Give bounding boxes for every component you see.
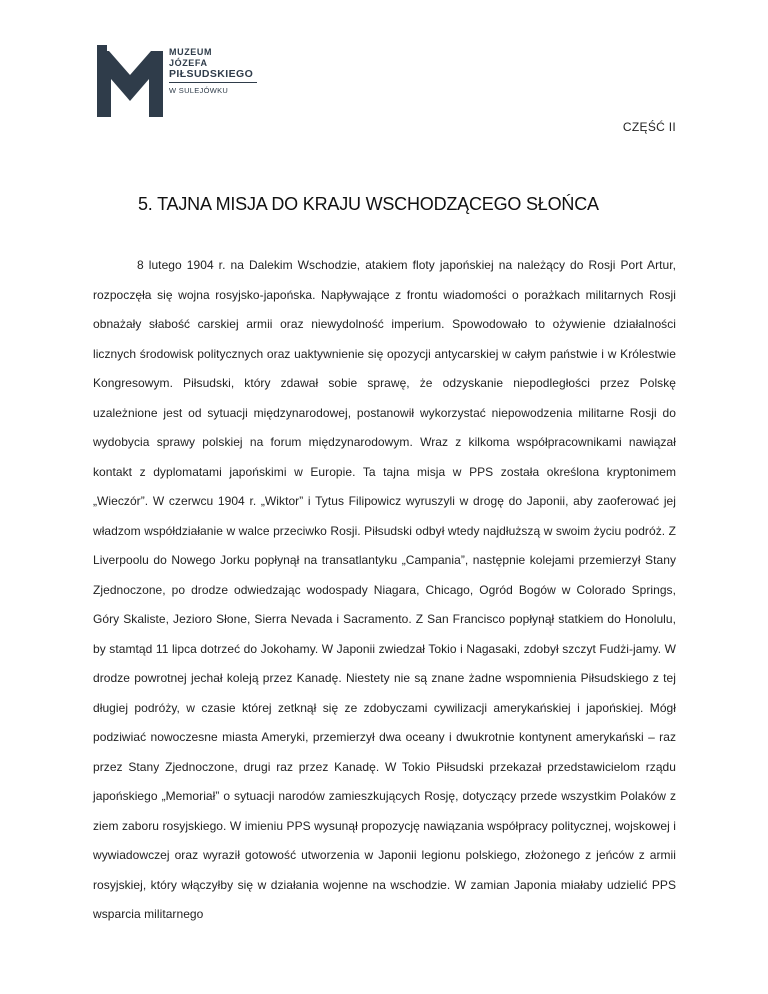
museum-logo-mark-icon [97,45,163,117]
logo-line-3: PIŁSUDSKIEGO [169,68,254,80]
body-paragraph: 8 lutego 1904 r. na Dalekim Wschodzie, atakiem floty japońskiej na należący do Rosji Port Artur, rozpoczęła się wojna rosyjsko-japońska. Napływające z frontu wiadomości o porażkach militarnych Rosji obnażały słabość carskiej armii oraz niewydolność imperium. Spowodowało to ożywienie działalności licznych środowisk politycznych oraz uaktywnienie się opozycji antycarskiej w całym państwie i w Królestwie Kongresowym. Piłsudski, który zdawał sobie sprawę, że odzyskanie niepodległości przez Polskę uzależnione jest od sytuacji międzynarodowej, postanowił wykorzystać niepowodzenia militarne Rosji do wydobycia sprawy polskiej na forum międzynarodowym. Wraz z kilkoma współpracownikami nawiązał kontakt z dyplomatami japońskimi w Europie. Ta tajna misja w PPS została określona kryptonimem „Wieczór”. W czerwcu 1904 r. „Wiktor” i Tytus Filipowicz wyruszyli w drogę do Japonii, aby zaoferować jej władzom współdziałanie w walce przeciwko Rosji. Piłsudski odbył wtedy najdłuższą w swoim życiu podróż. Z Liverpoolu do Nowego Jorku popłynął na transatlantyku „Campania”, następnie kolejami przemierzył Stany Zjednoczone, po drodze odwiedzając wodospady Niagara, Chicago, Ogród Bogów w Colorado Springs, Góry Skaliste, Jezioro Słone, Sierra Nevada i Sacramento. Z San Francisco popłynął statkiem do Honolulu, by stamtąd 11 lipca dotrzeć do Jokohamy. W Japonii zwiedzał Tokio i Nagasaki, zdobył szczyt Fudżi-jamy. W drodze powrotnej jechał koleją przez Kanadę. Niestety nie są znane żadne wspomnienia Piłsudskiego z tej długiej podróży, w czasie której zetknął się ze zdobyczami cywilizacji amerykańskiej i japońskiej. Mógł podziwiać nowoczesne miasta Ameryki, przemierzył dwa oceany i dwukrotnie kontynent amerykański – raz przez Stany Zjednoczone, drugi raz przez Kanadę. W Tokio Piłsudski przekazał przedstawicielom rządu japońskiego „Memoriał” o sytuacji narodów zamieszkujących Rosję, dotyczący przede wszystkim Polaków z ziem zaboru rosyjskiego. W imieniu PPS wysunął propozycję nawiązania współpracy politycznej, wojskowej i wywiadowczej oraz wyraził gotowość utworzenia w Japonii legionu polskiego, złożonego z jeńców z armii rosyjskiej, który włączyłby się w działania wojenne na wschodzie. W zamian Japonia miałaby udzielić PPS wsparcia militarnego [93,258,676,921]
logo-divider [169,82,257,83]
logo-line-1: MUZEUM [169,47,213,57]
logo-line-2: JÓZEFA [169,58,208,68]
museum-logo [97,45,267,117]
museum-logo-text [169,47,257,96]
logo-line-4: W SULEJÓWKU [169,86,229,95]
part-label: CZĘŚĆ II [622,120,676,134]
section-title: 5. TAJNA MISJA DO KRAJU WSCHODZĄCEGO SŁOŃCA [138,194,599,214]
